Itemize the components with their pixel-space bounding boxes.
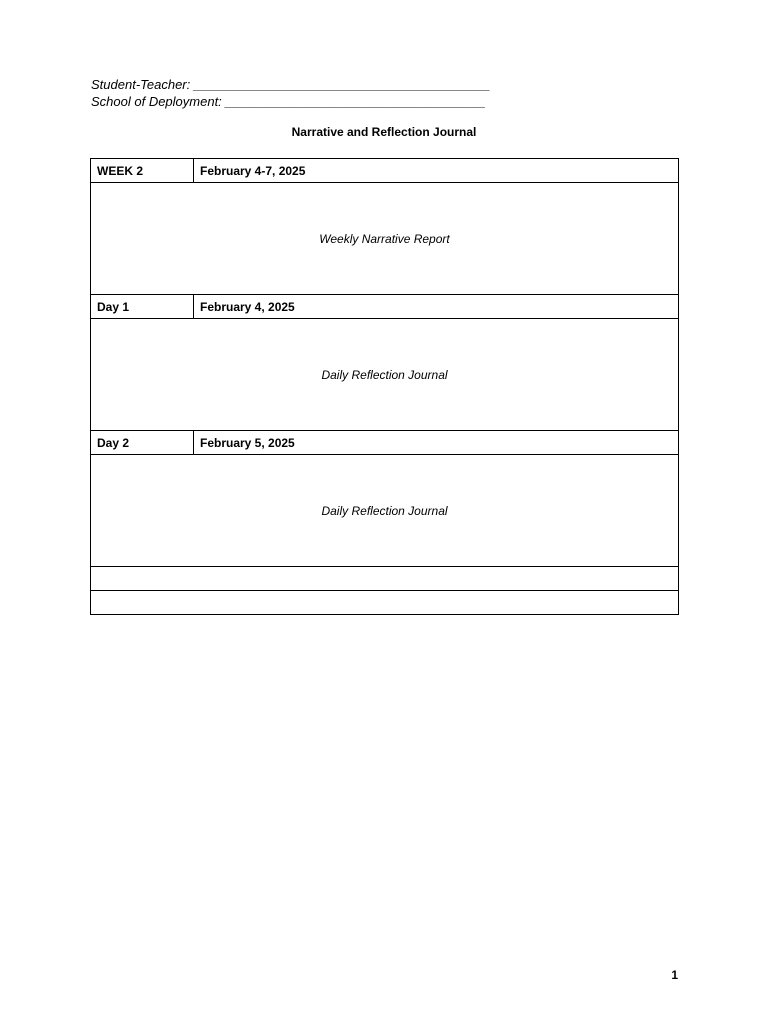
day-1-label: Day 1 [91,295,194,319]
header-fields [91,76,490,110]
empty-row-1 [91,567,679,591]
school-blank: ____________________________________ [225,94,486,109]
empty-cell-1[interactable] [91,567,679,591]
day-2-reflection-cell[interactable]: Daily Reflection Journal [91,455,679,567]
day-2-header-row [91,431,679,455]
day-2-body-row [91,455,679,567]
weekly-narrative-report-cell[interactable]: Weekly Narrative Report [91,183,679,295]
student-teacher-field [91,76,490,93]
day-1-date: February 4, 2025 [194,295,679,319]
empty-cell-2[interactable] [91,591,679,615]
week-body-row [91,183,679,295]
day-1-body-row [91,319,679,431]
school-field [91,93,490,110]
day-2-date: February 5, 2025 [194,431,679,455]
week-header-row [91,159,679,183]
week-label: WEEK 2 [91,159,194,183]
document-title: Narrative and Reflection Journal [291,125,477,139]
day-1-reflection-cell[interactable]: Daily Reflection Journal [91,319,679,431]
student-teacher-label: Student-Teacher: [91,77,191,92]
school-label: School of Deployment: [91,94,222,109]
page-number: 1 [671,968,678,982]
student-teacher-blank: _________________________________________ [193,77,491,92]
day-2-label: Day 2 [91,431,194,455]
week-dates: February 4-7, 2025 [194,159,679,183]
day-1-header-row [91,295,679,319]
journal-table [90,158,679,615]
empty-row-2 [91,591,679,615]
